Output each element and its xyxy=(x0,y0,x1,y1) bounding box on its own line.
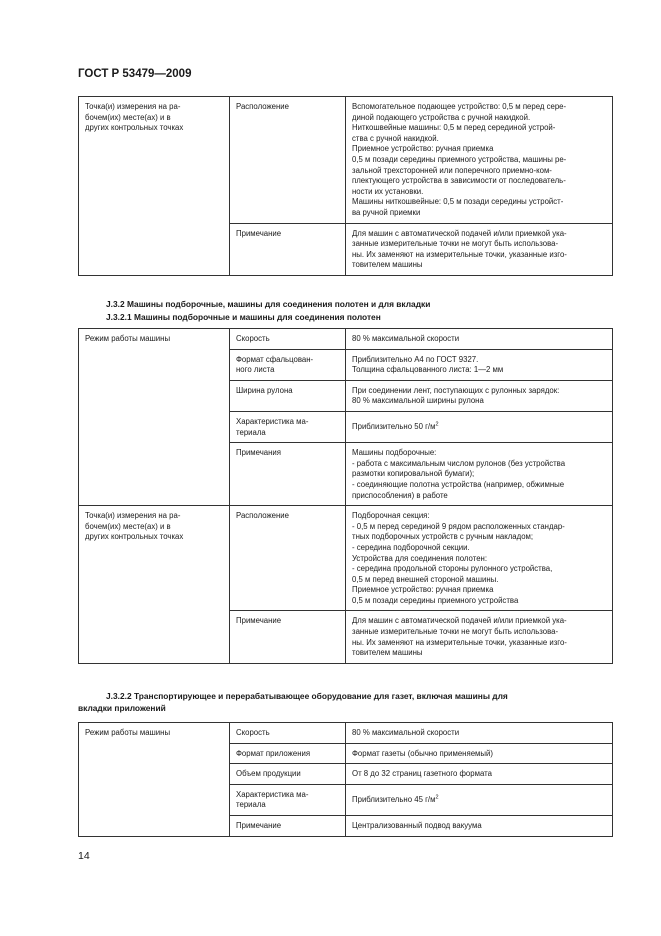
row-label-operating-mode xyxy=(79,723,230,837)
cell-text-line: товителем машины xyxy=(352,648,423,658)
param-insert-format xyxy=(230,743,346,764)
param-material xyxy=(230,411,346,442)
section-heading-j322 xyxy=(78,690,613,714)
page-number: 14 xyxy=(78,850,90,862)
cell-text-line: бочем(их) месте(ах) и в xyxy=(85,521,171,531)
value-note xyxy=(346,815,613,836)
param-location xyxy=(230,506,346,611)
superscript: 2 xyxy=(435,421,439,428)
value-speed xyxy=(346,723,613,744)
cell-text: Приблизительно 45 г/м xyxy=(352,795,436,805)
value-roll-width xyxy=(346,380,613,411)
cell-text-line: Примечание xyxy=(236,820,282,830)
cell-text-line: териала xyxy=(236,427,266,437)
cell-text-line: Характеристика ма- xyxy=(236,416,309,426)
cell-text-line: Примечания xyxy=(236,448,282,458)
param-roll-width xyxy=(230,380,346,411)
table-row xyxy=(79,506,613,611)
cell-text-line: других контрольных точках xyxy=(85,532,184,542)
cell-text-line: Точка(и) измерения на ра- xyxy=(85,511,181,521)
row-label-measurement-points xyxy=(79,97,230,276)
table-row xyxy=(79,723,613,744)
cell-text-line: ства с ручной накидкой. xyxy=(352,133,439,143)
cell-text-line: Приемное устройство: ручная приемка xyxy=(352,585,494,595)
cell-text-line: ности их установки. xyxy=(352,186,424,196)
value-note xyxy=(346,611,613,663)
table-collating-machines xyxy=(78,328,613,664)
cell-text-line: Расположение xyxy=(236,511,289,521)
cell-text-line: Формат приложения xyxy=(236,748,311,758)
cell-text-line: Характеристика ма- xyxy=(236,789,309,799)
row-label-measurement-points xyxy=(79,506,230,664)
cell-text-line: - середина продольной стороны рулонного устройства, xyxy=(352,564,553,574)
cell-text-line: При соединении лент, поступающих с рулонных зарядок: xyxy=(352,385,560,395)
document-header: ГОСТ Р 53479—2009 xyxy=(78,68,192,80)
cell-text-line: Машины подборочные: xyxy=(352,448,437,458)
value-insert-format xyxy=(346,743,613,764)
table-row xyxy=(79,329,613,350)
cell-text-line: занные измерительные точки не могут быть использова- xyxy=(352,627,559,637)
cell-text-line: Подборочная секция: xyxy=(352,511,430,521)
cell-text-line: Ширина рулона xyxy=(236,385,293,395)
value-notes xyxy=(346,443,613,506)
cell-text-line: приспособления) в работе xyxy=(352,490,448,500)
param-material xyxy=(230,784,346,815)
cell-text-line: ны. Их заменяют на измерительные точки, указанные изго- xyxy=(352,249,567,259)
cell-text-line: Формат сфальцован- xyxy=(236,354,314,364)
param-location xyxy=(230,97,346,224)
value-folded-sheet-format xyxy=(346,349,613,380)
cell-text-line: бочем(их) месте(ах) и в xyxy=(85,112,171,122)
cell-text-line: Режим работы машины xyxy=(85,334,171,343)
param-note xyxy=(230,611,346,663)
cell-text-line: Вспомогательное подающее устройство: 0,5 м перед сере- xyxy=(352,102,567,111)
value-material xyxy=(346,784,613,815)
cell-text-line: Приемное устройство: ручная приемка xyxy=(352,144,494,154)
section-subheading-j321: J.3.2.1 Машины подборочные и машины для соединения полотен xyxy=(106,312,381,322)
cell-text-line: - середина подборочной секции. xyxy=(352,542,470,552)
value-speed xyxy=(346,329,613,350)
value-location xyxy=(346,97,613,224)
cell-text-line: Устройства для соединения полотен: xyxy=(352,553,488,563)
cell-text-line: Для машин с автоматической подачей и/или приемкой ука- xyxy=(352,616,567,626)
cell-text-line: Для машин с автоматической подачей и/или приемкой ука- xyxy=(352,228,567,238)
cell-text-line: плектующего устройства в зависимости от последователь- xyxy=(352,176,566,186)
value-note xyxy=(346,223,613,275)
cell-text-line: зальной трехсторонней или поперечного приемно-ком- xyxy=(352,165,552,175)
cell-text-line: Ниткошвейные машины: 0,5 м перед серединой устрой- xyxy=(352,123,556,133)
cell-text: Приблизительно 50 г/м xyxy=(352,422,436,432)
cell-text-line: - соединяющие полотна устройства (например, обжимные xyxy=(352,479,565,489)
param-note xyxy=(230,223,346,275)
table-newspaper-equipment xyxy=(78,722,613,837)
cell-text-line: Примечание xyxy=(236,228,282,238)
cell-text-line: Расположение xyxy=(236,102,289,111)
section-heading-j32: J.3.2 Машины подборочные, машины для соединения полотен и для вкладки xyxy=(106,299,431,309)
cell-text-line: ного листа xyxy=(236,365,275,375)
param-note xyxy=(230,815,346,836)
row-label-operating-mode xyxy=(79,329,230,506)
cell-text-line: тных подборочных устройств с ручным накладом; xyxy=(352,532,534,542)
param-notes xyxy=(230,443,346,506)
cell-text-line: Формат газеты (обычно применяемый) xyxy=(352,748,493,758)
superscript: 2 xyxy=(435,794,439,801)
cell-text-line: Объем продукции xyxy=(236,769,301,779)
cell-text-line: ны. Их заменяют на измерительные точки, указанные изго- xyxy=(352,637,567,647)
cell-text-line: вкладки приложений xyxy=(78,703,166,713)
table-measurement-points-1 xyxy=(78,96,613,276)
cell-text-line: 0,5 м позади середины приемного устройства, машины ре- xyxy=(352,154,567,164)
cell-text-line: Машины ниткошвейные: 0,5 м позади середины устройст- xyxy=(352,197,564,207)
cell-text-line: - 0,5 м перед серединой 9 рядом расположенных стандар- xyxy=(352,521,565,531)
value-location xyxy=(346,506,613,611)
cell-text-line: J.3.2.2 Транспортирующее и перерабатывающее оборудование для газет, включая машины для xyxy=(106,691,508,701)
cell-text-line: товителем машины xyxy=(352,260,423,270)
cell-text-line: диной подающего устройства с ручной накидкой. xyxy=(352,112,531,122)
cell-text-line: Режим работы машины xyxy=(85,728,171,737)
cell-text-line: ва ручной приемки xyxy=(352,207,421,217)
cell-text-line: Централизованный подвод вакуума xyxy=(352,820,482,830)
value-material xyxy=(346,411,613,442)
param-output-volume xyxy=(230,764,346,785)
cell-text-line: Примечание xyxy=(236,616,282,626)
param-folded-sheet-format xyxy=(230,349,346,380)
cell-text-line: 0,5 м позади середины приемного устройства xyxy=(352,595,519,605)
param-speed xyxy=(230,723,346,744)
cell-text-line: размотки копировальной бумаги); xyxy=(352,469,475,479)
cell-text-line: Толщина сфальцованного листа: 1—2 мм xyxy=(352,365,504,375)
cell-text-line: териала xyxy=(236,800,266,810)
cell-text-line: Скорость xyxy=(236,728,270,737)
cell-text-line: - работа с максимальным числом рулонов (без устройства xyxy=(352,458,566,468)
cell-text-line: 0,5 м перед внешней стороной машины. xyxy=(352,574,499,584)
cell-text-line: Скорость xyxy=(236,334,270,343)
cell-text-line: От 8 до 32 страниц газетного формата xyxy=(352,769,492,779)
cell-text-line: Приблизительно А4 по ГОСТ 9327. xyxy=(352,354,479,364)
cell-text-line: 80 % максимальной скорости xyxy=(352,334,460,343)
value-output-volume xyxy=(346,764,613,785)
table-row xyxy=(79,97,613,224)
cell-text-line: занные измерительные точки не могут быть использова- xyxy=(352,239,559,249)
param-speed xyxy=(230,329,346,350)
cell-text-line: 80 % максимальной скорости xyxy=(352,728,460,737)
cell-text-line: 80 % максимальной ширины рулона xyxy=(352,396,484,406)
cell-text-line: Точка(и) измерения на ра- xyxy=(85,102,181,111)
cell-text-line: других контрольных точках xyxy=(85,123,184,133)
